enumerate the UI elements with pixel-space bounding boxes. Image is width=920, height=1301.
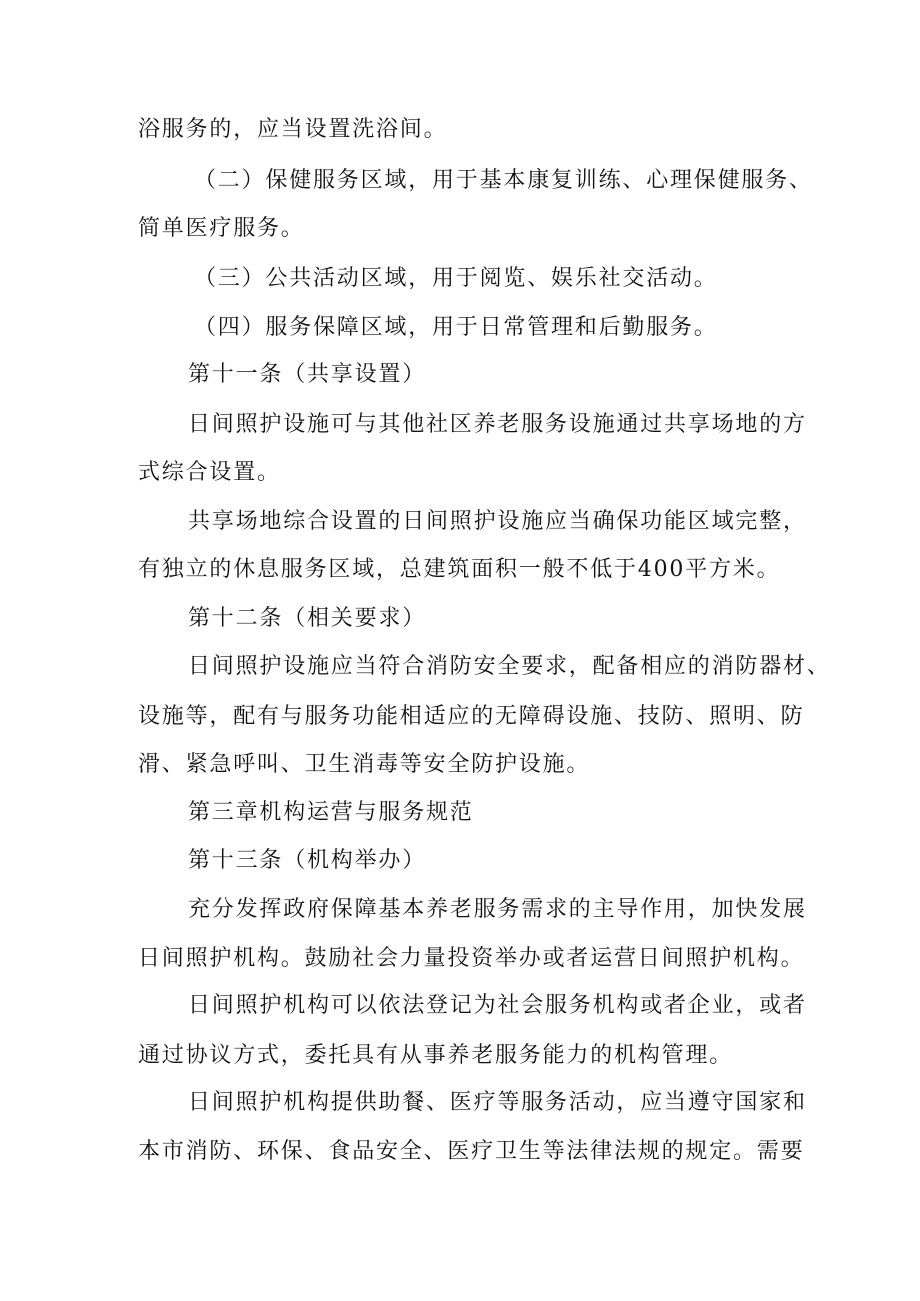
text-line: 有独立的休息服务区域，总建筑面积一般不低于400平方米。 bbox=[138, 557, 781, 582]
text-line: （三）公共活动区域，用于阅览、娱乐社交活动。 bbox=[194, 266, 718, 291]
text-line: 共享场地综合设置的日间照护设施应当确保功能区域完整， bbox=[188, 509, 807, 534]
text-line: （四）服务保障区域，用于日常管理和后勤服务。 bbox=[194, 315, 718, 340]
section-heading: 第十三条（机构举办） bbox=[188, 848, 427, 873]
text-line: 设施等，配有与服务功能相适应的无障碍设施、技防、照明、防 bbox=[138, 704, 805, 729]
text-line: 简单医疗服务。 bbox=[138, 216, 305, 241]
text-line: 日间照护设施可与其他社区养老服务设施通过共享场地的方 bbox=[188, 412, 807, 437]
text-line: 日间照护机构可以依法登记为社会服务机构或者企业，或者 bbox=[188, 993, 807, 1018]
text-line: 本市消防、环保、食品安全、医疗卫生等法律法规的规定。需要 bbox=[138, 1139, 805, 1164]
text-line: 日间照护设施应当符合消防安全要求，配备相应的消防器材、 bbox=[188, 654, 831, 679]
section-heading: 第十一条（共享设置） bbox=[188, 362, 427, 387]
text-line: 浴服务的，应当设置洗浴间。 bbox=[138, 117, 448, 142]
text-line: 日间照护机构。鼓励社会力量投资举办或者运营日间照护机构。 bbox=[138, 946, 805, 971]
text-line: 通过协议方式，委托具有从事养老服务能力的机构管理。 bbox=[138, 1043, 734, 1068]
section-heading: 第十二条（相关要求） bbox=[188, 606, 427, 631]
text-line: 滑、紧急呼叫、卫生消毒等安全防护设施。 bbox=[138, 752, 591, 777]
chapter-heading: 第三章机构运营与服务规范 bbox=[188, 800, 474, 825]
text-line: 充分发挥政府保障基本养老服务需求的主导作用，加快发展 bbox=[188, 897, 807, 922]
text-line: 式综合设置。 bbox=[138, 460, 281, 485]
text-line: 日间照护机构提供助餐、医疗等服务活动，应当遵守国家和 bbox=[188, 1090, 807, 1115]
text-line: （二）保健服务区域，用于基本康复训练、心理保健服务、 bbox=[194, 168, 813, 193]
